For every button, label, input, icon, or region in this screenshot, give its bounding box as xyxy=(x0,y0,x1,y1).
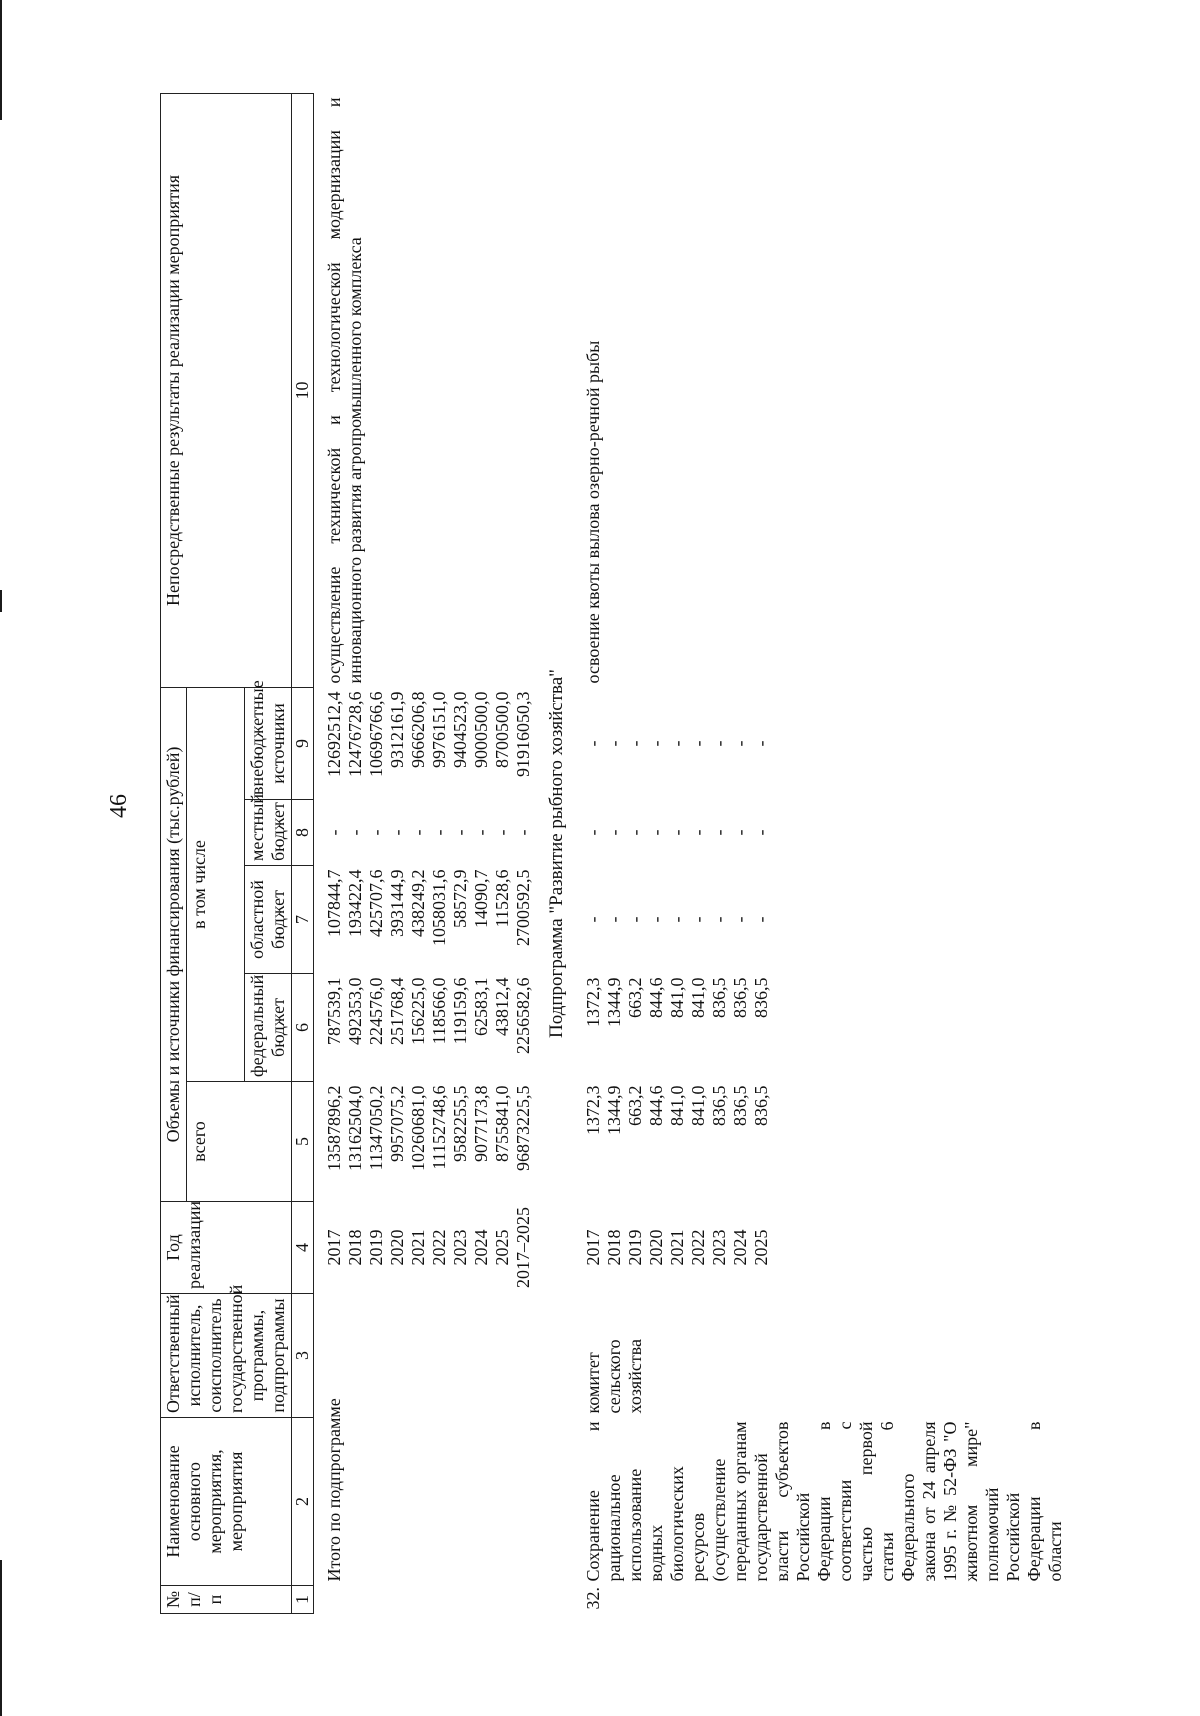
cell-line: 58572,9 xyxy=(450,869,470,928)
cell-line: 2023 xyxy=(709,1229,729,1266)
column-number: 2 xyxy=(292,1418,314,1586)
cell-line: 13162504,0 xyxy=(345,1085,365,1171)
cell-line: 2021 xyxy=(667,1229,687,1266)
cell-line: 2021 xyxy=(408,1229,428,1266)
cell-line: 10260681,0 xyxy=(408,1085,428,1171)
cell-line: 2024 xyxy=(471,1229,491,1266)
cell-line: - xyxy=(604,740,624,747)
cell-line: 9077173,8 xyxy=(471,1085,491,1162)
cell-line: 9312161,9 xyxy=(387,691,407,768)
header-year: Год реализации xyxy=(161,1202,292,1294)
cell-line: - xyxy=(646,829,666,836)
cell-line: 1372,3 xyxy=(583,977,603,1027)
cell-line: 1344,9 xyxy=(604,977,624,1027)
cell-line: 787539,1 xyxy=(324,977,344,1045)
cell-line: 8755841,0 xyxy=(492,1085,512,1162)
row-number: 32. xyxy=(583,1587,603,1610)
cell-line: 663,2 xyxy=(625,977,645,1018)
cell-line: - xyxy=(667,740,687,747)
subprogram-title-row xyxy=(536,93,581,1613)
cell-line: - xyxy=(408,829,428,836)
cell-line: 2022 xyxy=(429,1229,449,1266)
cell-line: 844,6 xyxy=(646,1085,666,1126)
cell-line: - xyxy=(709,829,729,836)
column-numbers-row xyxy=(292,93,314,1613)
cell-line: - xyxy=(646,740,666,747)
cell-line: - xyxy=(730,829,750,836)
cell-line: 107844,7 xyxy=(324,869,344,937)
cell-line: - xyxy=(667,829,687,836)
cell-total xyxy=(322,1082,536,1202)
cell-line: 1372,3 xyxy=(583,1085,603,1135)
column-number: 5 xyxy=(292,1082,314,1202)
row-name: Сохранение и рациональное использование водных биологических ресурсов (осуществление переданных органам государственной власти субъектов Российской Федерации в соответствии с частью первой статьи 6 Федерального закона от 24 апреля 1995 г. № 52-ФЗ "О животном мире" полномочий Российской Федерации в области xyxy=(583,1421,1065,1582)
cell-line: 844,6 xyxy=(646,977,666,1018)
cell-line: - xyxy=(688,829,708,836)
cell-line: - xyxy=(625,829,645,836)
cell-line: 96873225,5 xyxy=(513,1085,533,1171)
header-regional: областной бюджет xyxy=(245,866,292,974)
cell-line: - xyxy=(709,740,729,747)
cell-local xyxy=(581,800,1068,866)
cell-line: 2025 xyxy=(492,1229,512,1266)
cell-line: 2019 xyxy=(366,1229,386,1266)
cell-line: 2018 xyxy=(345,1229,365,1266)
cell-line: 2017–2025 xyxy=(513,1207,533,1288)
left-edge-mark-bottom xyxy=(0,1560,2,1716)
cell-line: 12476728,6 xyxy=(345,691,365,777)
cell-line: 91916050,3 xyxy=(513,691,533,777)
cell-line: - xyxy=(583,829,603,836)
cell-extrabudget xyxy=(322,687,536,799)
column-number: 7 xyxy=(292,866,314,974)
cell-line: 841,0 xyxy=(667,977,687,1018)
cell-line: - xyxy=(625,916,645,923)
cell-line: 492353,0 xyxy=(345,977,365,1045)
cell-line: 2022 xyxy=(688,1229,708,1266)
header-federal: федеральный бюджет xyxy=(245,974,292,1082)
cell-total xyxy=(581,1082,1068,1202)
rotated-document xyxy=(160,94,1200,1614)
cell-line: 841,0 xyxy=(667,1085,687,1126)
column-number: 3 xyxy=(292,1294,314,1418)
header-local: местный бюджет xyxy=(245,800,292,866)
financing-table xyxy=(160,93,1068,1614)
cell-years xyxy=(581,1202,1068,1294)
cell-line: 836,5 xyxy=(751,1085,771,1126)
cell-line: 224576,0 xyxy=(366,977,386,1045)
cell-line: 425707,6 xyxy=(366,869,386,937)
cell-line: 14090,7 xyxy=(471,869,491,928)
cell-line: - xyxy=(429,829,449,836)
cell-line: - xyxy=(688,916,708,923)
cell-line: 836,5 xyxy=(709,1085,729,1126)
cell-line: 11347050,2 xyxy=(366,1085,386,1171)
cell-line: 2017 xyxy=(583,1229,603,1266)
cell-line: - xyxy=(730,740,750,747)
cell-line: - xyxy=(646,916,666,923)
cell-line: 841,0 xyxy=(688,1085,708,1126)
cell-line: 438249,2 xyxy=(408,869,428,937)
cell-line: 393144,9 xyxy=(387,869,407,937)
table-header xyxy=(161,93,314,1613)
cell-line: 2024 xyxy=(730,1229,750,1266)
header-extrabudget: внебюджетные источники xyxy=(245,687,292,799)
column-number: 8 xyxy=(292,800,314,866)
cell-federal xyxy=(322,974,536,1082)
cell-line: 11152748,6 xyxy=(429,1085,449,1170)
cell-line: - xyxy=(730,916,750,923)
total-label: Итого по подпрограмме xyxy=(324,1398,344,1582)
header-including: в том числе xyxy=(187,687,245,1081)
cell-line: 1344,9 xyxy=(604,1085,624,1135)
cell-line: 119159,6 xyxy=(450,977,470,1045)
column-number: 6 xyxy=(292,974,314,1082)
cell-line: 2020 xyxy=(646,1229,666,1266)
cell-line: 118566,0 xyxy=(429,977,449,1045)
cell-line: 836,5 xyxy=(709,977,729,1018)
cell-line: 1058031,6 xyxy=(429,869,449,946)
column-number: 1 xyxy=(292,1586,314,1614)
left-edge-mark-middle xyxy=(0,590,2,612)
cell-line: 2023 xyxy=(450,1229,470,1266)
cell-line: 2019 xyxy=(625,1229,645,1266)
cell-line: - xyxy=(667,916,687,923)
cell-line: 11528,6 xyxy=(492,869,512,928)
header-name: Наименование основного мероприятия, мероприятия xyxy=(161,1418,292,1586)
cell-result: освоение квоты вылова озерно-речной рыбы xyxy=(583,340,603,684)
page-number: 46 xyxy=(106,794,132,818)
column-number: 9 xyxy=(292,687,314,799)
cell-line: - xyxy=(583,740,603,747)
header-total: всего xyxy=(187,1082,292,1202)
cell-line: - xyxy=(387,829,407,836)
cell-line: 43812,4 xyxy=(492,977,512,1036)
cell-line: 2256582,6 xyxy=(513,977,533,1054)
column-number: 10 xyxy=(292,93,314,687)
cell-extrabudget xyxy=(581,687,1068,799)
cell-line: - xyxy=(604,916,624,923)
header-executor: Ответственный исполнитель, соисполнитель государственной программы, подпрограммы xyxy=(161,1294,292,1418)
left-edge-mark-top xyxy=(0,0,2,120)
cell-line: 13587896,2 xyxy=(324,1085,344,1171)
cell-line: - xyxy=(604,829,624,836)
cell-line: - xyxy=(751,829,771,836)
cell-regional xyxy=(322,866,536,974)
cell-line: - xyxy=(366,829,386,836)
cell-line: - xyxy=(583,916,603,923)
cell-line: 12692512,4 xyxy=(324,691,344,777)
cell-line: 9582255,5 xyxy=(450,1085,470,1162)
table-row xyxy=(581,93,1068,1613)
column-number: 4 xyxy=(292,1202,314,1294)
header-results: Непосредственные результаты реализации мероприятия xyxy=(161,93,292,687)
cell-line: - xyxy=(492,829,512,836)
cell-line: 9666206,8 xyxy=(408,691,428,768)
cell-line: 8700500,0 xyxy=(492,691,512,768)
header-financing: Объемы и источники финансирования (тыс.рублей) xyxy=(161,687,187,1201)
cell-line: 62583,1 xyxy=(471,977,491,1036)
cell-line: 663,2 xyxy=(625,1085,645,1126)
cell-line: - xyxy=(324,829,344,836)
cell-line: 2700592,5 xyxy=(513,869,533,946)
cell-line: - xyxy=(688,740,708,747)
cell-line: 9404523,0 xyxy=(450,691,470,768)
table-row-total xyxy=(322,93,536,1613)
cell-line: 251768,4 xyxy=(387,977,407,1045)
cell-line: 9976151,0 xyxy=(429,691,449,768)
cell-line: - xyxy=(751,740,771,747)
cell-line: 193422,4 xyxy=(345,869,365,937)
cell-line: 841,0 xyxy=(688,977,708,1018)
cell-line: 2020 xyxy=(387,1229,407,1266)
cell-line: 156225,0 xyxy=(408,977,428,1045)
cell-line: 10696766,6 xyxy=(366,691,386,777)
cell-line: - xyxy=(450,829,470,836)
cell-line: 2018 xyxy=(604,1229,624,1266)
cell-line: 836,5 xyxy=(730,977,750,1018)
cell-line: 9000500,0 xyxy=(471,691,491,768)
cell-line: - xyxy=(471,829,491,836)
cell-line: 836,5 xyxy=(751,977,771,1018)
header-num: № п/п xyxy=(161,1586,292,1614)
cell-line: 2017 xyxy=(324,1229,344,1266)
cell-line: 836,5 xyxy=(730,1085,750,1126)
cell-line: - xyxy=(751,916,771,923)
cell-line: - xyxy=(345,829,365,836)
cell-federal xyxy=(581,974,1068,1082)
cell-line: - xyxy=(513,829,533,836)
cell-line: 9957075,2 xyxy=(387,1085,407,1162)
subprogram-title: Подпрограмма "Развитие рыбного хозяйства" xyxy=(546,669,567,1038)
cell-regional xyxy=(581,866,1068,974)
cell-years xyxy=(322,1202,536,1294)
cell-line: - xyxy=(709,916,729,923)
cell-line: - xyxy=(625,740,645,747)
row-executor: комитет сельского хозяйства xyxy=(583,1339,645,1414)
cell-result: осуществление технической и технологической модернизации и инновационного развития агропромышленного комплекса xyxy=(324,97,365,684)
cell-line: 2025 xyxy=(751,1229,771,1266)
cell-local xyxy=(322,800,536,866)
